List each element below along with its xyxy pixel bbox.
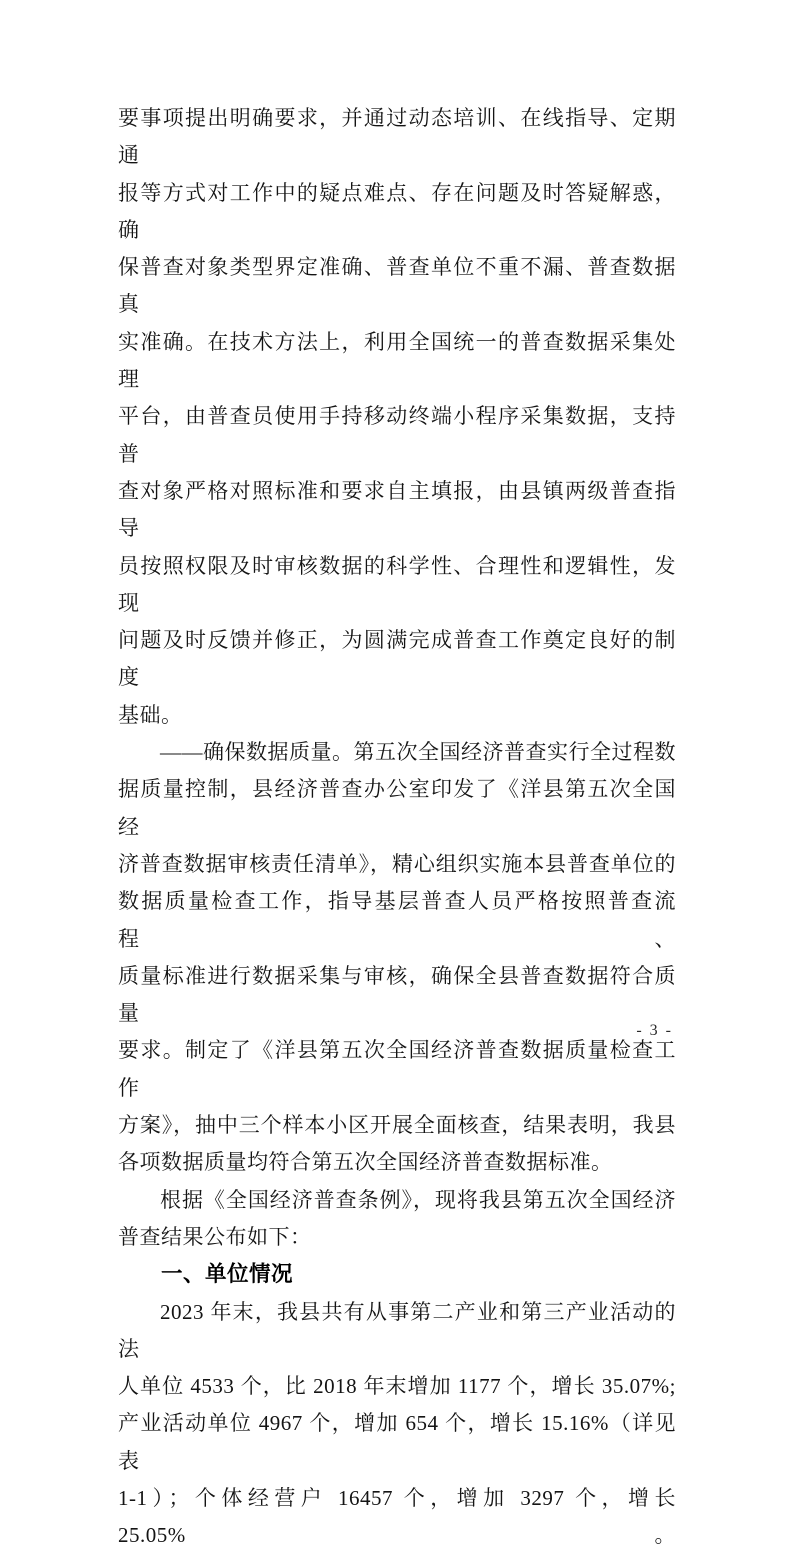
text-line: ——确保数据质量。第五次全国经济普查实行全过程数 (160, 740, 676, 765)
text-line: 要事项提出明确要求，并通过动态培训、在线指导、定期通 (118, 106, 676, 168)
text-line: 保普查对象类型界定准确、普查单位不重不漏、普查数据真 (118, 255, 676, 317)
text-line: 平台，由普查员使用手持移动终端小程序采集数据，支持普 (118, 404, 676, 466)
text-line: 数据质量检查工作，指导基层普查人员严格按照普查流程、 (118, 889, 676, 951)
text-line: 济普查数据审核责任清单》，精心组织实施本县普查单位的 (118, 851, 676, 876)
text-line: 各项数据质量均符合第五次全国经济普查数据标准。 (118, 1150, 613, 1175)
paragraph-data-quality (118, 734, 676, 1182)
text-line: 普查结果公布如下： (118, 1224, 312, 1249)
text-line: 查对象严格对照标准和要求自主填报，由县镇两级普查指导 (118, 478, 676, 541)
paragraph-announcement (118, 1182, 676, 1257)
text-line: 质量标准进行数据采集与审核，确保全县普查数据符合质量 (118, 963, 676, 1026)
text-line: 2023 年末，我县共有从事第二产业和第三产业活动的法 (118, 1299, 676, 1361)
paragraph-unit-statistics (118, 1294, 676, 1555)
section-heading-units: 一、单位情况 (161, 1262, 294, 1287)
text-line: 人单位 4533 个，比 2018 年末增加 1177 个，增长 35.07%; (118, 1374, 676, 1399)
text-line: 报等方式对工作中的疑点难点、存在问题及时答疑解惑，确 (118, 180, 676, 242)
text-line: 员按照权限及时审核数据的科学性、合理性和逻辑性，发现 (118, 553, 676, 615)
text-line: 实准确。在技术方法上，利用全国统一的普查数据采集处理 (118, 329, 676, 392)
text-line: 方案》，抽中三个样本小区开展全面核查，结果表明，我县 (118, 1113, 676, 1138)
text-line: 1-1）；个体经营户 16457 个，增加 3297 个，增长 25.05%。 (118, 1485, 676, 1548)
text-line: 要求。制定了《洋县第五次全国经济普查数据质量检查工作 (118, 1038, 676, 1100)
page-number: - 3 - (636, 1022, 673, 1039)
text-line: 问题及时反馈并修正，为圆满完成普查工作奠定良好的制度 (118, 628, 676, 690)
text-line: 基础。 (118, 702, 183, 727)
paragraph-continuation (118, 100, 676, 734)
text-line: 据质量控制，县经济普查办公室印发了《洋县第五次全国经 (118, 777, 676, 839)
document-body (118, 100, 676, 1555)
text-line: 根据《全国经济普查条例》，现将我县第五次全国经济 (160, 1187, 676, 1212)
text-line: 产业活动单位 4967 个，增加 654 个，增长 15.16%（详见表 (118, 1411, 676, 1473)
